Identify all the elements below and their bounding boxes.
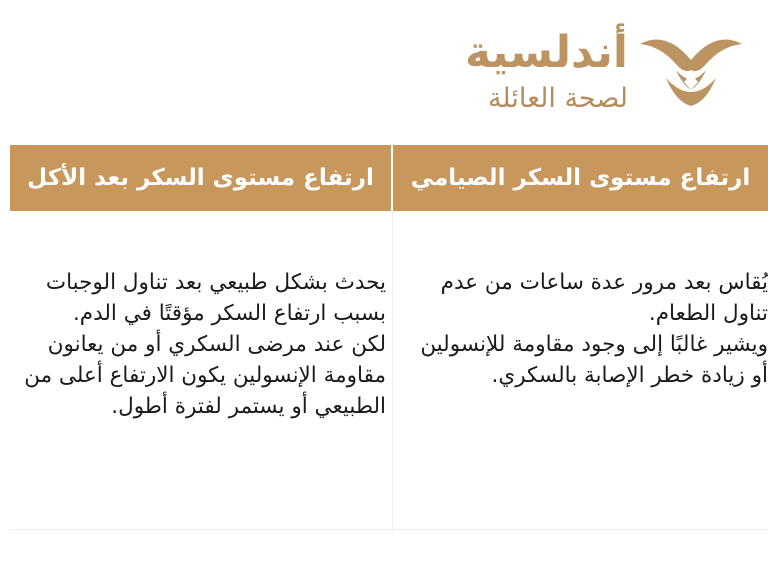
header-divider xyxy=(391,145,393,211)
cell-after-meal xyxy=(14,267,386,422)
brand-name: أندلسية xyxy=(465,27,628,78)
after-meal-text-2: لكن عند مرضى السكري أو من يعانون مقاومة الإنسولين يكون الارتفاع أعلى من الطبيعي أو يستمر لفترة أطول. xyxy=(24,332,386,419)
header-after-meal: ارتفاع مستوى السكر بعد الأكل xyxy=(10,145,391,211)
header-fasting: ارتفاع مستوى السكر الصيامي xyxy=(393,145,768,211)
cell-fasting xyxy=(398,267,768,391)
after-meal-text-1: يحدث بشكل طبيعي بعد تناول الوجبات بسبب ارتفاع السكر مؤقتًا في الدم. xyxy=(45,270,386,326)
comparison-table xyxy=(10,145,768,531)
column-divider xyxy=(392,211,393,529)
table-bottom-border xyxy=(10,529,768,530)
andalusia-logo-mark-icon xyxy=(636,30,746,108)
brand-tagline: لصحة العائلة xyxy=(487,83,628,114)
brand-logo xyxy=(416,18,746,128)
brand-text xyxy=(465,28,628,116)
fasting-text-2: ويشير غالبًا إلى وجود مقاومة للإنسولين أو زيادة خطر الإصابة بالسكري. xyxy=(420,332,768,388)
fasting-text-1: يُقاس بعد مرور عدة ساعات من عدم تناول الطعام. xyxy=(440,270,768,326)
